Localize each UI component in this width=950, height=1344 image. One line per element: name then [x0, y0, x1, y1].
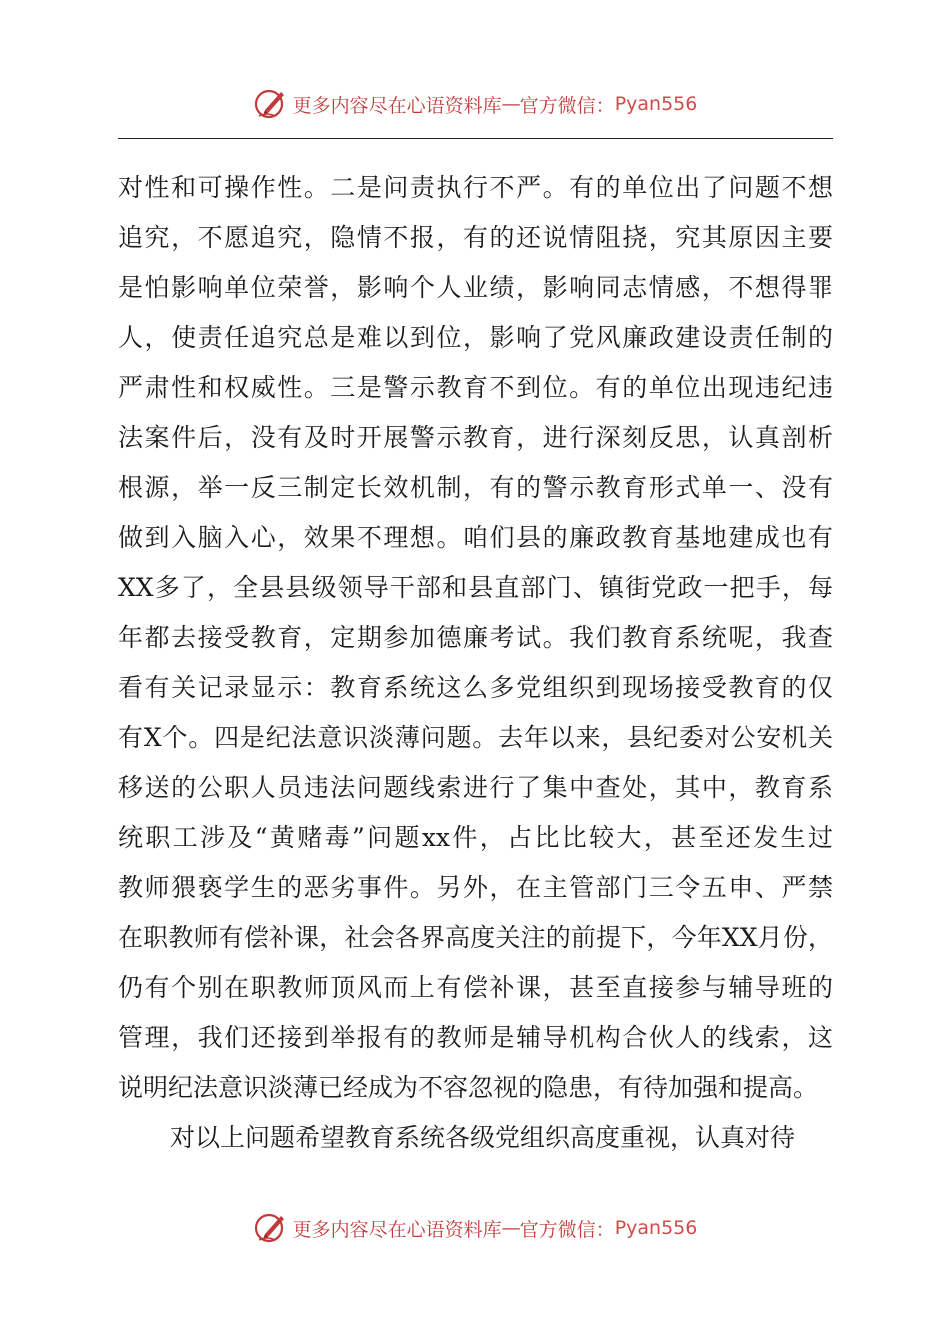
- text-line: 追究，不愿追究，隐情不报，有的还说情阻挠，究其原因主要: [118, 223, 833, 252]
- footer-banner: [0, 1210, 950, 1246]
- text-line: 统职工涉及“黄赌毒”问题xx件，占比比较大，甚至还发生过: [118, 823, 833, 852]
- text-line: 说明纪法意识淡薄已经成为不容忽视的隐患，有待加强和提高。: [118, 1073, 819, 1102]
- header-divider: [118, 138, 833, 139]
- banner-account-label: 官方微信：: [519, 94, 615, 117]
- text-line: 做到入脑入心，效果不理想。咱们县的廉政教育基地建成也有: [118, 523, 833, 552]
- text-line: 在职教师有偿补课，社会各界高度关注的前提下，今年XX月份，: [118, 923, 833, 952]
- banner-account-id: Pyan556: [614, 93, 698, 115]
- footer-dash: —: [501, 1217, 520, 1239]
- header-banner: [0, 86, 950, 122]
- text-line: 看有关记录显示：教育系统这么多党组织到现场接受教育的仅: [118, 673, 833, 702]
- text-line: 移送的公职人员违法问题线索进行了集中查处，其中，教育系: [118, 773, 833, 802]
- paragraph-start: 对以上问题希望教育系统各级党组织高度重视，认真对待: [170, 1123, 796, 1152]
- banner-dash: —: [501, 93, 520, 115]
- text-line: 对性和可操作性。二是问责执行不严。有的单位出了问题不想: [118, 173, 833, 202]
- text-line: 根源，举一反三制定长效机制，有的警示教育形式单一、没有: [118, 473, 833, 502]
- text-line: 法案件后，没有及时开展警示教育，进行深刻反思，认真剖析: [118, 423, 833, 452]
- footer-brand: 更多内容尽在心语资料库: [292, 1218, 502, 1241]
- text-line: 人，使责任追究总是难以到位，影响了党风廉政建设责任制的: [118, 323, 833, 352]
- text-line: 有X个。四是纪法意识淡薄问题。去年以来，县纪委对公安机关: [118, 723, 833, 752]
- text-line: 是怕影响单位荣誉，影响个人业绩，影响同志情感，不想得罪: [118, 273, 833, 302]
- pen-logo-icon: [253, 1210, 291, 1246]
- text-line: 仍有个别在职教师顶风而上有偿补课，甚至直接参与辅导班的: [118, 973, 833, 1002]
- text-line: XX多了，全县县级领导干部和县直部门、镇街党政一把手，每: [118, 573, 833, 602]
- document-body: [118, 168, 833, 1168]
- text-line: 年都去接受教育，定期参加德廉考试。我们教育系统呢，我查: [118, 623, 833, 652]
- text-line: 严肃性和权威性。三是警示教育不到位。有的单位出现违纪违: [118, 373, 833, 402]
- footer-account-label: 官方微信：: [519, 1218, 615, 1241]
- banner-brand: 更多内容尽在心语资料库: [292, 94, 502, 117]
- pen-logo-icon: [253, 86, 291, 122]
- text-line: 教师猥亵学生的恶劣事件。另外，在主管部门三令五申、严禁: [118, 873, 833, 902]
- footer-account-id: Pyan556: [614, 1217, 698, 1239]
- text-line: 管理，我们还接到举报有的教师是辅导机构合伙人的线索，这: [118, 1023, 833, 1052]
